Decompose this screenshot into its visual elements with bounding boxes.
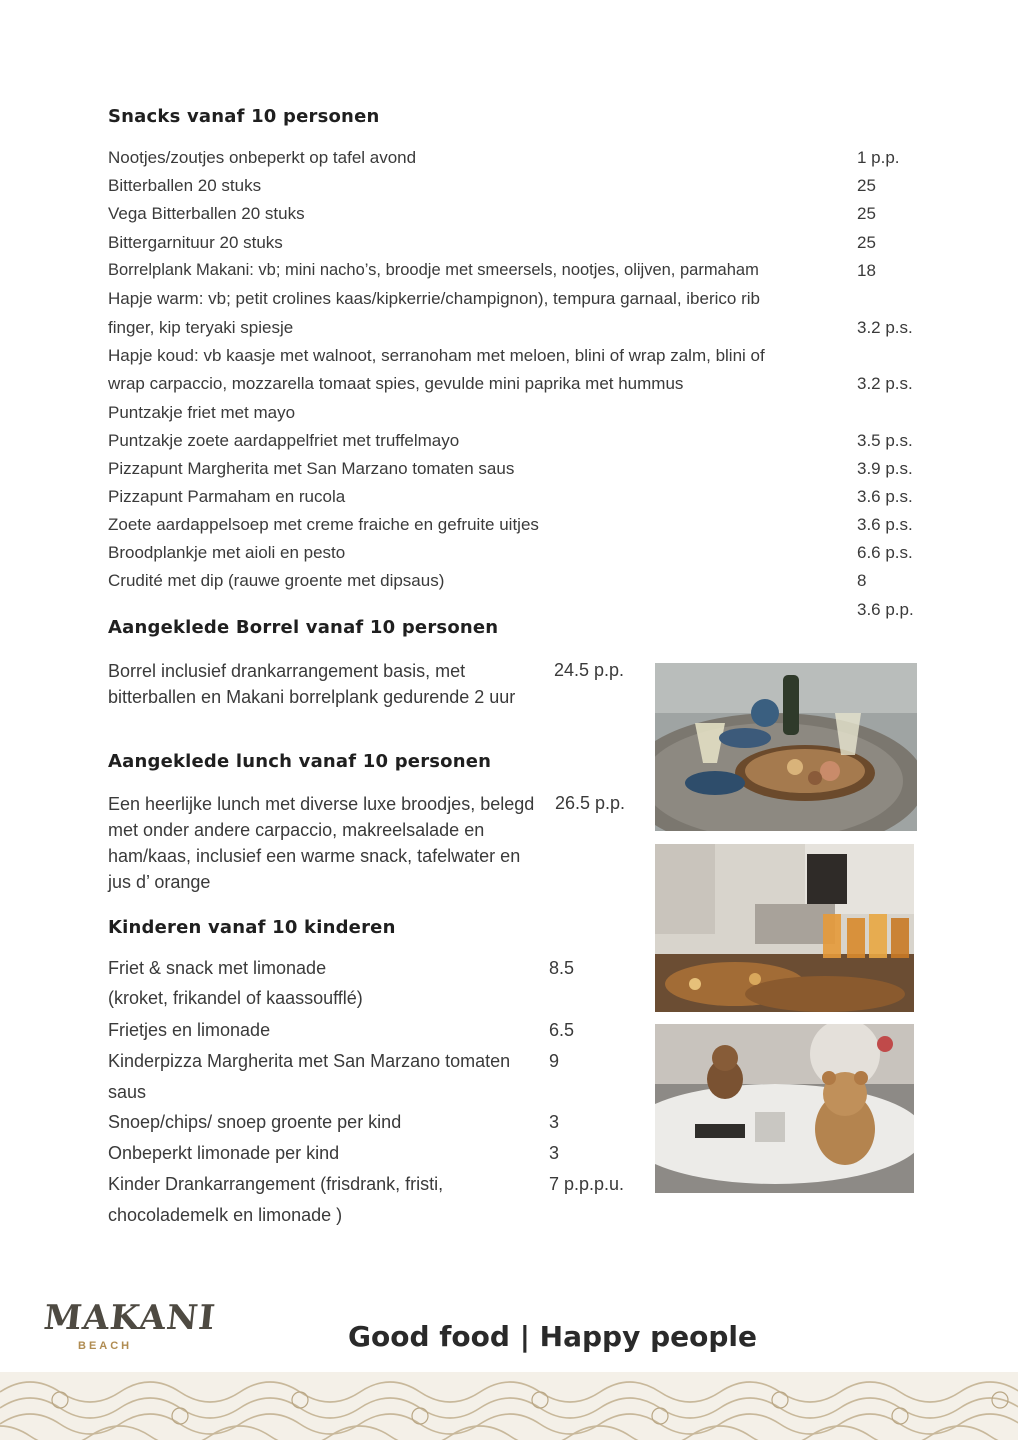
snack-item: finger, kip teryaki spiesje <box>108 318 294 337</box>
snack-item: Pizzapunt Parmaham en rucola <box>108 487 346 506</box>
snack-price: 25 <box>857 204 876 223</box>
snack-item: Zoete aardappelsoep met creme fraiche en gefruite uitjes <box>108 515 539 534</box>
snack-item: Broodplankje met aioli en pesto <box>108 543 346 562</box>
snack-price: 3.6 p.s. <box>857 515 913 534</box>
snack-item: Hapje warm: vb; petit crolines kaas/kipkerrie/champignon), tempura garnaal, iberico rib <box>108 289 760 308</box>
snack-item: Vega Bitterballen 20 stuks <box>108 204 305 223</box>
snack-price: 3.2 p.s. <box>857 374 913 393</box>
kids-price: 6.5 <box>549 1020 575 1040</box>
lunch-price: 26.5 p.p. <box>555 793 626 813</box>
borrelplank-photo <box>655 663 917 831</box>
snack-item: Puntzakje friet met mayo <box>108 403 296 422</box>
borrel-heading: Aangeklede Borrel vanaf 10 personen <box>108 617 499 638</box>
kids-item: chocolademelk en limonade ) <box>108 1205 343 1225</box>
snack-item: wrap carpaccio, mozzarella tomaat spies, gevulde mini paprika met hummus <box>108 374 684 393</box>
kids-price: 8.5 <box>549 958 575 978</box>
snack-item: Hapje koud: vb kaasje met walnoot, serranoham met meloen, blini of wrap zalm, blini of <box>108 346 765 365</box>
snack-item: Nootjes/zoutjes onbeperkt op tafel avond <box>108 148 417 167</box>
kids-item: Kinder Drankarrangement (frisdrank, fristi, <box>108 1174 444 1194</box>
snack-price: 3.6 p.p. <box>857 600 914 619</box>
snack-item: Bitterballen 20 stuks <box>108 176 262 195</box>
logo-subtitle: BEACH <box>78 1340 133 1352</box>
borrel-price: 24.5 p.p. <box>554 660 625 680</box>
borrel-description: Borrel inclusief drankarrangement basis, met bitterballen en Makani borrelplank gedurende 2 uur <box>108 661 516 707</box>
kids-item: (kroket, frikandel of kaassoufflé) <box>108 988 363 1008</box>
logo-wordmark: MAKANI <box>41 1298 218 1338</box>
kids-item: Kinderpizza Margherita met San Marzano tomaten <box>108 1051 511 1071</box>
lunch-buffet-photo <box>655 844 914 1012</box>
kids-item: Onbeperkt limonade per kind <box>108 1143 340 1163</box>
kids-party-photo <box>655 1024 914 1193</box>
snack-item: Borrelplank Makani: vb; mini nacho’s, broodje met smeersels, nootjes, olijven, parmaham <box>108 261 759 279</box>
lunch-heading: Aangeklede lunch vanaf 10 personen <box>108 751 492 772</box>
snack-price: 25 <box>857 176 876 195</box>
kids-item: Friet & snack met limonade <box>108 958 327 978</box>
makani-beach-logo <box>41 1298 218 1358</box>
snack-item: Pizzapunt Margherita met San Marzano tomaten saus <box>108 459 515 478</box>
snack-price: 3.2 p.s. <box>857 318 913 337</box>
snack-item: Crudité met dip (rauwe groente met dipsaus) <box>108 571 445 590</box>
wave-pattern-decoration <box>0 1372 1018 1440</box>
snack-item: Puntzakje zoete aardappelfriet met truffelmayo <box>108 431 460 450</box>
lunch-description: Een heerlijke lunch met diverse luxe broodjes, belegd met onder andere carpaccio, makreelsalade en ham/kaas, inclusief een warme snack, tafelwater en jus d’ orange <box>108 794 535 892</box>
snack-price: 3.5 p.s. <box>857 431 913 450</box>
tagline: Good food | Happy people <box>348 1320 757 1353</box>
snack-price: 6.6 p.s. <box>857 543 913 562</box>
kids-price: 3 <box>549 1143 560 1163</box>
snack-price: 1 p.p. <box>857 148 900 167</box>
kids-item: saus <box>108 1082 147 1102</box>
kids-item: Snoep/chips/ snoep groente per kind <box>108 1112 402 1132</box>
snacks-heading: Snacks vanaf 10 personen <box>108 106 380 127</box>
snack-price: 18 <box>857 261 876 280</box>
snack-price: 3.9 p.s. <box>857 459 913 478</box>
kids-price: 3 <box>549 1112 560 1132</box>
kids-heading: Kinderen vanaf 10 kinderen <box>108 917 396 938</box>
snack-price: 3.6 p.s. <box>857 487 913 506</box>
kids-price: 7 p.p.p.u. <box>549 1174 625 1194</box>
snack-price: 25 <box>857 233 876 252</box>
kids-price: 9 <box>549 1051 560 1071</box>
snack-price: 8 <box>857 571 867 590</box>
kids-item: Frietjes en limonade <box>108 1020 271 1040</box>
snack-item: Bittergarnituur 20 stuks <box>108 233 283 252</box>
